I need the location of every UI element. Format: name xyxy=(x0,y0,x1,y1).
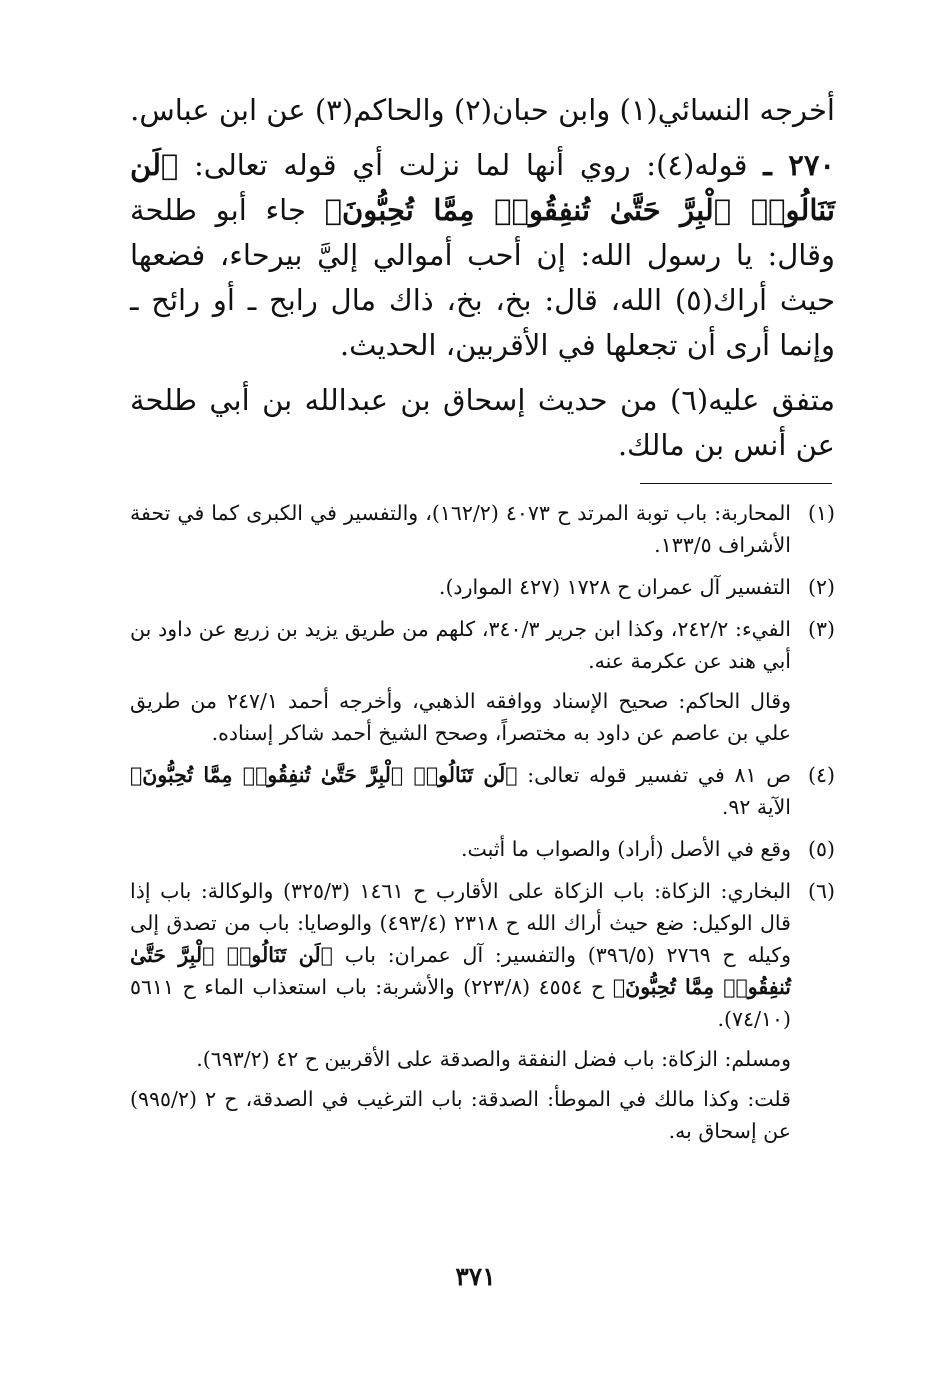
quran-verse: ﴿لَن تَنَالُوا۟ ٱلْبِرَّ حَتَّىٰ تُنفِقُوا۟ مِمَّا تُحِبُّونَ﴾ xyxy=(130,148,835,227)
footnote-text: وقع في الأصل (أراد) والصواب ما أثبت. xyxy=(461,837,791,861)
footnote-number: (٦) xyxy=(807,879,835,903)
footnote-number: (٣) xyxy=(807,617,835,641)
paragraph-3: متفق عليه(٦) من حديث إسحاق بن عبدالله بن أبي طلحة عن أنس بن مالك. xyxy=(130,383,835,462)
quran-verse: ﴿لَن تَنَالُوا۟ ٱلْبِرَّ حَتَّىٰ تُنفِقُوا۟ مِمَّا تُحِبُّونَ﴾ xyxy=(130,943,792,999)
footnote-text xyxy=(130,875,791,1035)
main-text xyxy=(130,88,835,468)
quran-verse: ﴿لَن تَنَالُوا۟ ٱلْبِرَّ حَتَّىٰ تُنفِقُوا۟ مِمَّا تُحِبُّونَ﴾ xyxy=(130,763,518,787)
footnote-6 xyxy=(130,875,835,1147)
page-number: ٣٧١ xyxy=(455,1262,496,1291)
footnote-5 xyxy=(130,833,835,865)
footnote-text-rest: ح ٤٥٥٤ (٢٢٣/٨) والأشربة: باب استعذاب الماء ح ٥٦١١ (٧٤/١٠). xyxy=(130,975,791,1031)
footnote-text: المحاربة: باب توبة المرتد ح ٤٠٧٣ (١٦٢/٢)، والتفسير في الكبرى كما في تحفة الأشراف ١٣٣/٥. xyxy=(130,501,792,557)
footnote-text: الفيء: ٢٤٢/٢، وكذا ابن جرير ٣٤٠/٣، كلهم من طريق يزيد بن زريع عن داود بن أبي هند عن عكرمة عنه. xyxy=(130,617,791,673)
paragraph-2-intro: قوله(٤): روي أنها لما نزلت أي قوله تعالى: xyxy=(178,148,764,182)
footnote-number: (١) xyxy=(807,501,835,525)
paragraph-2 xyxy=(130,143,835,368)
footnote-text xyxy=(130,759,791,823)
paragraph-2-rest: جاء أبو طلحة وقال: يا رسول الله: إن أحب أموالي إليَّ بيرحاء، فضعها حيث أراك(٥) الله، قال: بخ، بخ، ذاك مال رابح ـ أو رائح ـ وإنما أرى أن تجعلها في الأقربين، الحديث. xyxy=(130,193,835,362)
footnote-text-continued: وقال الحاكم: صحيح الإسناد ووافقه الذهبي، وأخرجه أحمد ٢٤٧/١ من طريق علي بن عاصم عن داود به مختصراً، وصحح الشيخ أحمد شاكر إسناده. xyxy=(130,689,791,745)
footnote-separator xyxy=(640,483,832,484)
footnote-text-intro: ص ٨١ في تفسير قوله تعالى: xyxy=(517,763,791,787)
footnote-4 xyxy=(130,759,835,823)
footnote-text-muslim: ومسلم: الزكاة: باب فضل النفقة والصدقة على الأقربين ح ٤٢ (٦٩٣/٢). xyxy=(196,1047,791,1071)
footnote-number: (٥) xyxy=(807,837,835,861)
footnote-2 xyxy=(130,571,835,603)
footnote-1 xyxy=(130,497,835,561)
footnote-text-intro: البخاري: الزكاة: باب الزكاة على الأقارب ح ١٤٦١ (٣٢٥/٣) والوكالة: باب إذا قال الوكيل: ضع حيث أراك الله ح ٢٣١٨ (٤٩٣/٤) والوصايا: باب من تصدق إلى وكيله ح ٢٧٦٩ (٣٩٦/٥) والتفسير: آل عمران: باب xyxy=(130,879,792,967)
footnote-text-note: قلت: وكذا مالك في الموطأ: الصدقة: باب الترغيب في الصدقة، ح ٢ (٩٩٥/٢) عن إسحاق به. xyxy=(130,1087,791,1143)
paragraph-1: أخرجه النسائي(١) وابن حبان(٢) والحاكم(٣) عن ابن عباس. xyxy=(130,93,835,127)
footnotes xyxy=(130,497,835,1157)
hadith-number: ٢٧٠ ـ xyxy=(763,148,836,182)
footnote-3 xyxy=(130,613,835,749)
footnote-text-rest: الآية ٩٢. xyxy=(721,795,791,819)
footnote-text: التفسير آل عمران ح ١٧٢٨ (٤٢٧ الموارد). xyxy=(438,575,791,599)
footnote-number: (٤) xyxy=(807,763,835,787)
footnote-number: (٢) xyxy=(807,575,835,599)
